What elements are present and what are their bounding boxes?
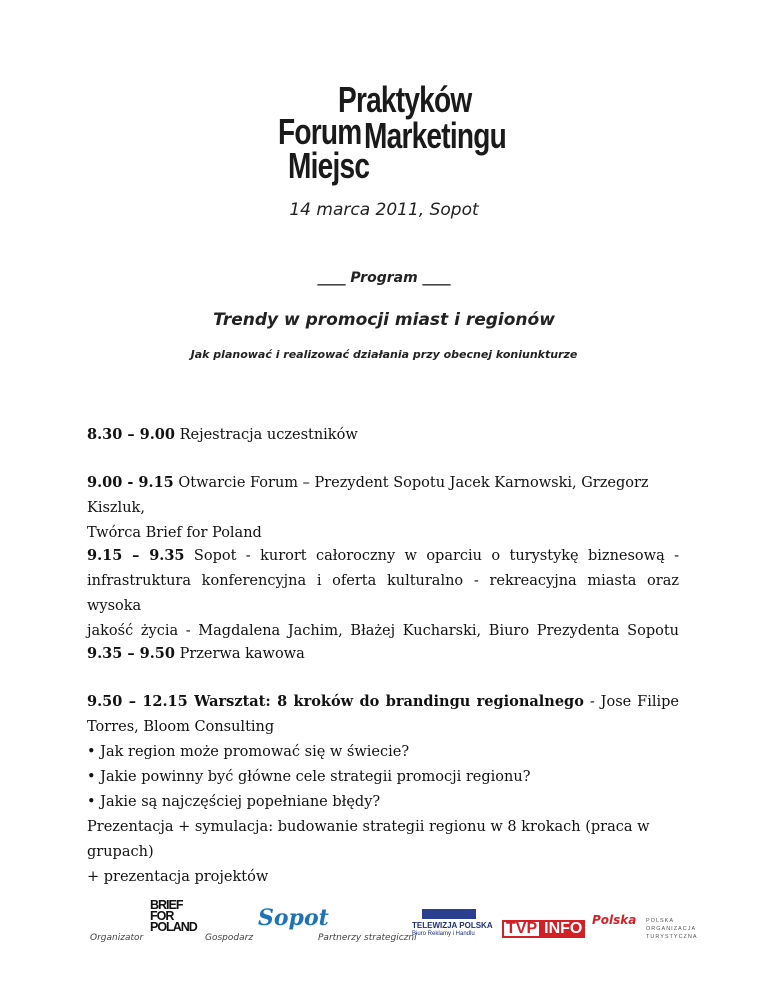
agenda-text: jakość życia - Magdalena Jachim, Błażej Kucharski, Biuro Prezydenta Sopotu [87, 623, 679, 639]
sponsors-footer [90, 895, 698, 955]
agenda-text: Otwarcie Forum – Prezydent Sopotu Jacek Karnowski, Grzegorz Kiszluk, [87, 475, 649, 516]
logo-line-forum: Forum [278, 111, 362, 152]
forum-logo [278, 79, 506, 190]
agenda-time: 9.35 – 9.50 [87, 645, 175, 662]
agenda-item-3 [87, 543, 679, 644]
agenda-time: 9.00 - 9.15 [87, 474, 174, 491]
agenda-text: Torres, Bloom Consulting [87, 719, 275, 735]
pot-logo: POLSKA ORGANIZACJA TURYSTYCZNA [646, 918, 698, 940]
agenda-item-4 [87, 641, 679, 667]
agenda-item-1 [87, 422, 679, 448]
agenda-item-2 [87, 470, 679, 546]
bullet-item: • Jakie są najczęściej popełniane błędy? [87, 794, 381, 810]
agenda-text: Rejestracja uczestników [174, 427, 358, 443]
agenda-text: Sopot - kurort całoroczny w oparciu o turystykę biznesową - [184, 548, 679, 564]
bullet-item: • Jakie powinny być główne cele strategii promocji regionu? [87, 769, 531, 785]
tvp-info-logo: TVP INFO [502, 920, 585, 938]
agenda-text: + prezentacja projektów [87, 869, 269, 885]
tvp-logo: TELEWIZJA POLSKA [412, 921, 493, 930]
agenda-text: Przerwa kawowa [174, 646, 305, 662]
agenda-time: 9.15 – 9.35 [87, 547, 185, 564]
logo-line-marketingu: Marketingu [364, 115, 506, 156]
host-label: Gospodarz [205, 933, 254, 943]
agenda-text: Prezentacja + symulacja: budowanie strategii regionu w 8 krokach (praca w grupach) [87, 819, 650, 860]
organizer-label: Organizator [90, 933, 144, 943]
tvp-logo-icon [422, 909, 476, 919]
agenda-text: infrastruktura konferencyjna i oferta kulturalno - rekreacyjna miasta oraz wysoka [87, 573, 679, 614]
program-subtitle: Jak planować i realizować działania przy obecnej koniunkturze [190, 348, 578, 361]
partners-label: Partnerzy strategiczni [318, 933, 417, 943]
bullet-item: • Jak region może promować się w świecie? [87, 744, 410, 760]
workshop-heading: 9.50 – 12.15 Warsztat: 8 kroków do brandingu regionalnego [87, 693, 584, 710]
tvp-sublabel: Biuro Reklamy i Handlu [412, 931, 475, 937]
brief-for-poland-logo: BRIEF FOR POLAND [150, 898, 197, 934]
agenda-item-5 [87, 689, 679, 890]
logo-line-praktykow: Praktyków [338, 79, 472, 120]
program-title: Trendy w promocji miast i regionów [213, 310, 555, 330]
event-date: 14 marca 2011, Sopot [289, 200, 479, 220]
agenda-text: - Jose Filipe [583, 694, 679, 710]
logo-line-miejsc: Miejsc [288, 145, 370, 186]
program-heading: ____ Program ____ [317, 270, 451, 286]
agenda-text: Twórca Brief for Poland [87, 525, 262, 541]
polska-logo: Polska [592, 913, 637, 927]
sopot-logo: Sopot [258, 905, 329, 931]
agenda-time: 8.30 – 9.00 [87, 426, 175, 443]
